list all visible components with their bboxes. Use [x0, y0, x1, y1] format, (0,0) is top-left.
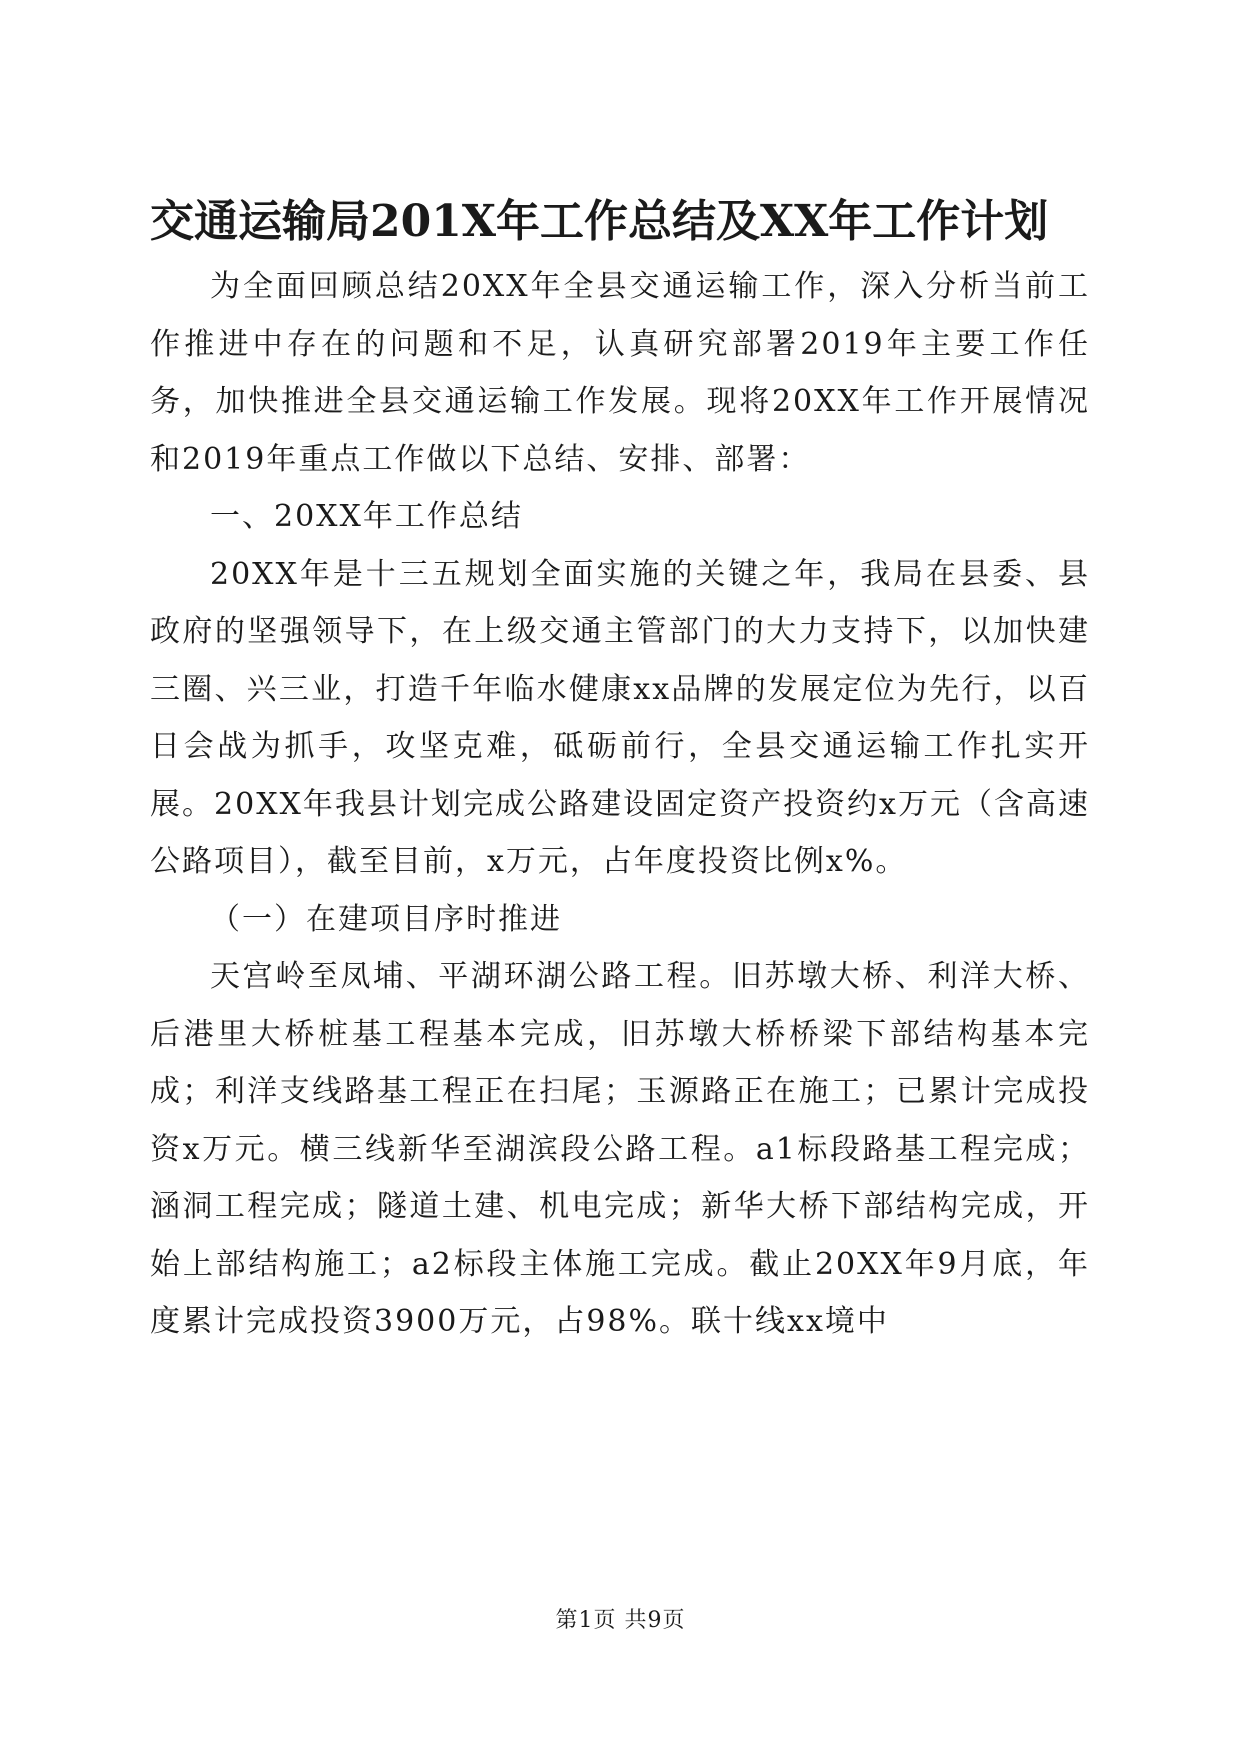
section-heading-summary: 一、20XX年工作总结: [210, 499, 523, 534]
paragraph-intro: 为全面回顾总结20XX年全县交通运输工作，深入分析当前工作推进中存在的问题和不足，认真研究部署2019年主要工作任务，加快推进全县交通运输工作发展。现将20XX年工作开展情况和2019年重点工作做以下总结、安排、部署：: [150, 269, 1090, 477]
paragraph-projects: 天宫岭至凤埔、平湖环湖公路工程。旧苏墩大桥、利洋大桥、后港里大桥桩基工程基本完成，旧苏墩大桥桥梁下部结构基本完成；利洋支线路基工程正在扫尾；玉源路正在施工；已累计完成投资x万元。横三线新华至湖滨段公路工程。a1标段路基工程完成；涵洞工程完成；隧道土建、机电完成；新华大桥下部结构完成，开始上部结构施工；a2标段主体施工完成。截止20XX年9月底，年度累计完成投资3900万元，占98%。联十线xx境中: [150, 959, 1090, 1339]
document-title: 交通运输局201X年工作总结及XX年工作计划: [150, 196, 1049, 247]
subsection-heading-projects: （一）在建项目序时推进: [210, 901, 562, 937]
page-footer: 第1页 共9页: [555, 1608, 686, 1633]
paragraph-summary: 20XX年是十三五规划全面实施的关键之年，我局在县委、县政府的坚强领导下，在上级交通主管部门的大力支持下，以加快建三圈、兴三业，打造千年临水健康xx品牌的发展定位为先行，以百日会战为抓手，攻坚克难，砥砺前行，全县交通运输工作扎实开展。20XX年我县计划完成公路建设固定资产投资约x万元（含高速公路项目），截至目前，x万元，占年度投资比例x%。: [150, 556, 1090, 879]
document-body: [150, 258, 1090, 1351]
